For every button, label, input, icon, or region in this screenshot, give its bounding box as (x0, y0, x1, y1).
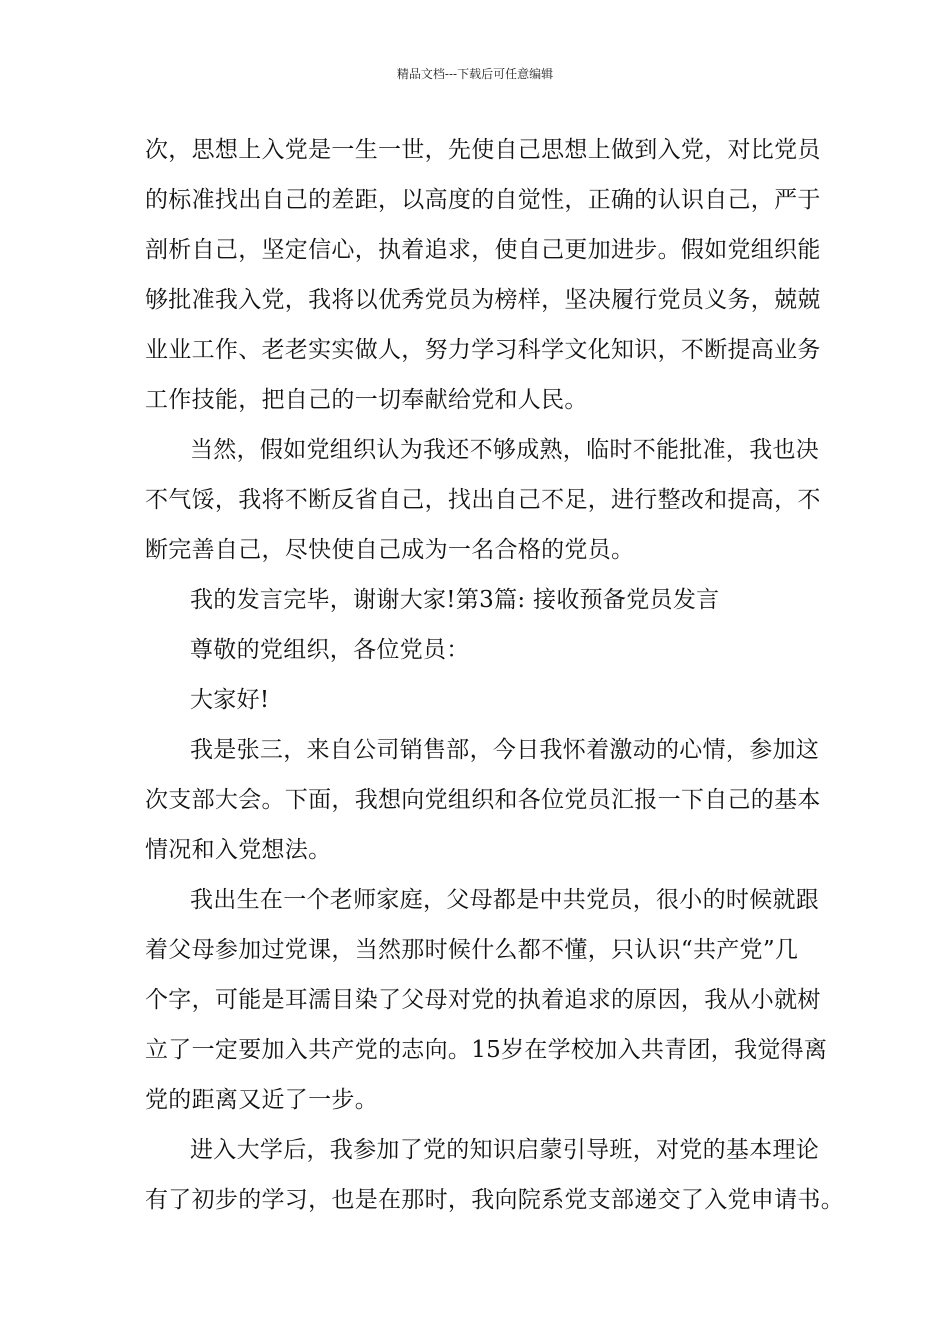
text-line: 够批准我入党，我将以优秀党员为榜样，坚决履行党员义务，兢兢 (145, 287, 821, 313)
text-line: 有了初步的学习，也是在那时，我向院系党支部递交了入党申请书。 (145, 1187, 844, 1213)
text-line: 立了一定要加入共产党的志向。15岁在学校加入共青团，我觉得离 (145, 1037, 828, 1063)
text-line: 的标准找出自己的差距，以高度的自觉性，正确的认识自己，严于 (145, 187, 821, 213)
text-line: 工作技能，把自己的一切奉献给党和人民。 (145, 387, 588, 413)
text-line: 我出生在一个老师家庭，父母都是中共党员，很小的时候就跟 (190, 887, 820, 913)
text-line: 不气馁，我将不断反省自己，找出自己不足，进行整改和提高，不 (145, 487, 821, 513)
text-line: 着父母参加过党课，当然那时候什么都不懂，只认识“共产党”几 (145, 937, 799, 963)
text-line: 我是张三，来自公司销售部，今日我怀着激动的心情，参加这 (190, 737, 820, 763)
text-line: 我的发言完毕，谢谢大家!第3篇: 接收预备党员发言 (190, 587, 720, 613)
text-line: 尊敬的党组织，各位党员： (190, 637, 470, 663)
text-line: 断完善自己，尽快使自己成为一名合格的党员。 (145, 537, 635, 563)
text-line: 大家好! (190, 687, 270, 713)
page-header: 精品文档---下载后可任意编辑 (396, 67, 554, 81)
text-line: 次支部大会。下面，我想向党组织和各位党员汇报一下自己的基本 (145, 787, 821, 813)
text-line: 剖析自己，坚定信心，执着追求，使自己更加进步。假如党组织能 (145, 237, 821, 263)
text-line: 进入大学后，我参加了党的知识启蒙引导班，对党的基本理论 (190, 1137, 820, 1163)
text-line: 当然，假如党组织认为我还不够成熟，临时不能批准，我也决 (190, 437, 820, 463)
text-line: 党的距离又近了一步。 (145, 1087, 378, 1113)
text-line: 业业工作、老老实实做人，努力学习科学文化知识，不断提高业务 (145, 337, 821, 363)
text-line: 情况和入党想法。 (145, 837, 332, 863)
text-line: 个字，可能是耳濡目染了父母对党的执着追求的原因，我从小就树 (145, 987, 821, 1013)
text-line: 次，思想上入党是一生一世，先使自己思想上做到入党，对比党员 (145, 137, 821, 163)
